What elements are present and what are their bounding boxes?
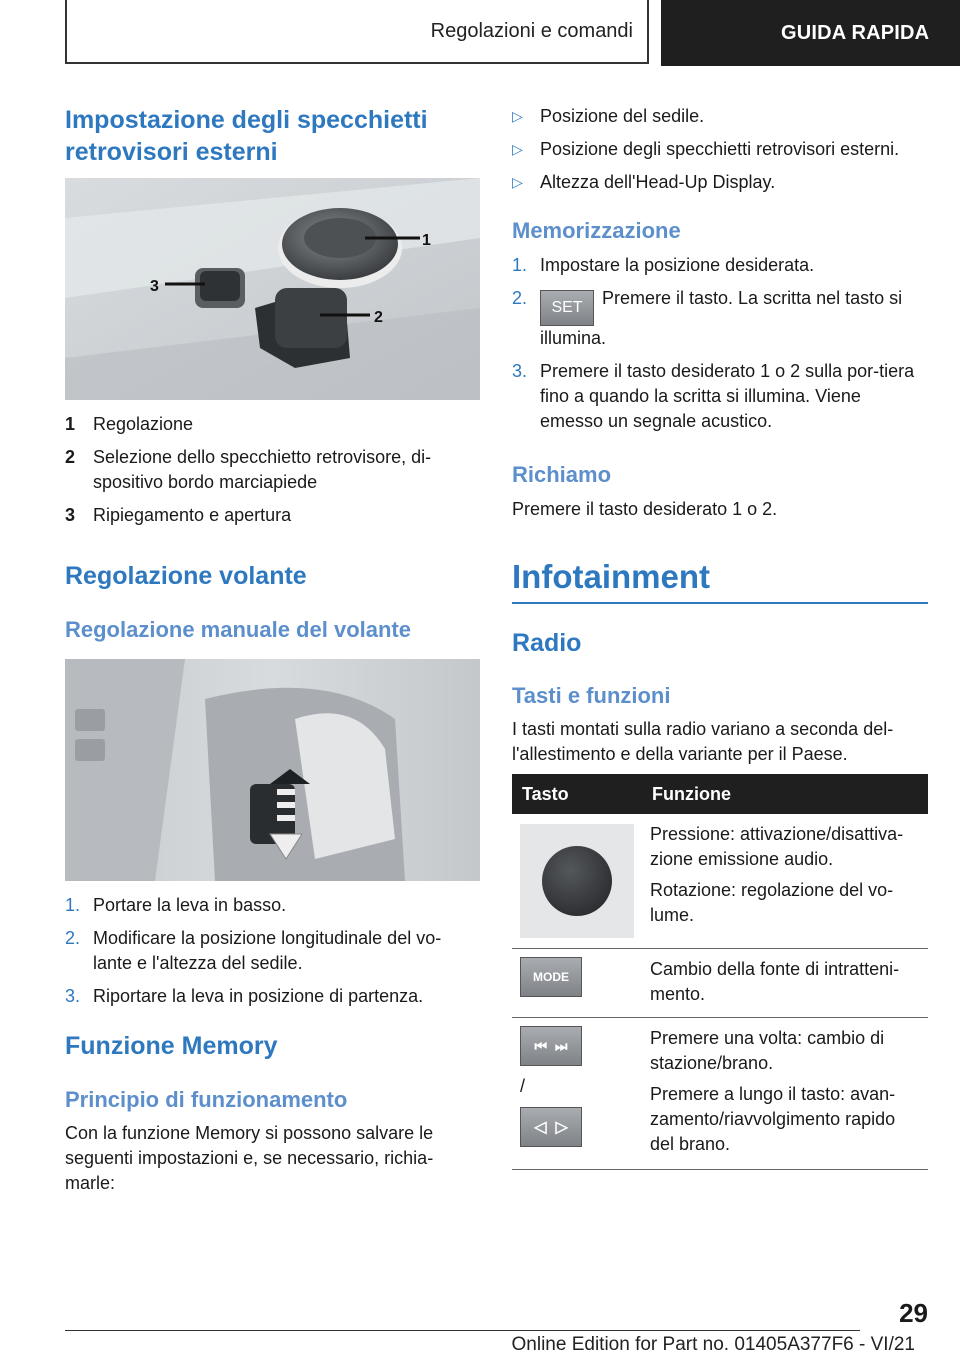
triangle-icon: ▷: [512, 174, 523, 190]
recall-text: Premere il tasto desiderato 1 o 2.: [512, 499, 778, 519]
key-cell: ⏮ ⏭ / ◁ ▷: [512, 1018, 642, 1170]
list-item: 1. Portare la leva in basso.: [65, 895, 287, 915]
memory-title: Funzione Memory: [65, 1032, 278, 1060]
guide-tab-label: GUIDA RAPIDA: [781, 21, 930, 44]
memory-subtitle: Principio di funzionamento: [65, 1087, 348, 1112]
list-item: 1. Impostare la posizione desiderata.: [512, 255, 815, 275]
infotainment-title: Infotainment: [512, 558, 710, 595]
mirror-title: Impostazione degli specchietti retrovisori esterni: [65, 106, 428, 166]
table-row: [512, 949, 928, 1018]
memory-text: Con la funzione Memory si possono salvare le seguenti impostazioni e, se necessario, richia-marle:: [65, 1123, 434, 1193]
section-header: [65, 0, 649, 64]
list-item: 3. Riportare la leva in posizione di partenza.: [65, 986, 424, 1006]
svg-text:2: 2: [374, 309, 383, 326]
section-title: Regolazioni e comandi: [430, 19, 633, 42]
memorize-steps: [512, 253, 928, 434]
column-header: Tasto: [512, 774, 642, 814]
mode-button-icon: MODE: [520, 957, 582, 997]
list-item: ▷ Posizione del sedile.: [512, 104, 928, 129]
list-item: 2. Modificare la posizione longitudinale del vo-lante e l'altezza del sedile.: [65, 928, 442, 973]
legend-item: 1 Regolazione: [65, 414, 194, 434]
table-header-row: [512, 774, 928, 814]
key-cell: [512, 949, 642, 1018]
section-divider: [512, 602, 928, 604]
mirror-legend: [65, 412, 465, 528]
list-item: ▷ Altezza dell'Head-Up Display.: [512, 170, 928, 195]
footer-divider: [65, 1330, 860, 1331]
volume-knob-icon: [520, 824, 634, 938]
page-number: 29: [899, 1298, 928, 1328]
table-row: [512, 814, 928, 949]
keys-title: Tasti e funzioni: [512, 683, 671, 708]
list-item: 2. SET Premere il tasto. La scritta nel tasto si illumina.: [512, 288, 903, 348]
keys-table: [512, 774, 928, 1170]
steering-subtitle: Regolazione manuale del volante: [65, 617, 411, 642]
steering-steps: [65, 893, 465, 1009]
function-cell: Premere una volta: cambio di stazione/brano. Premere a lungo il tasto: avan-zamento/riavvolgimento rapido del brano.: [642, 1018, 928, 1170]
mirror-controls-image: [65, 178, 480, 400]
radio-title: Radio: [512, 629, 582, 657]
list-item: 3. Premere il tasto desiderato 1 o 2 sulla por-tiera fino a quando la scritta si illumina. Viene emesso un segnale acustico.: [512, 360, 915, 431]
list-item: ▷ Posizione degli specchietti retrovisori esterni.: [512, 137, 928, 162]
table-row: [512, 1018, 928, 1170]
legend-item: 2 Selezione dello specchietto retrovisore, di-spositivo bordo marciapiede: [65, 447, 432, 492]
footer-edition: Online Edition for Part no. 01405A377F6 - VI/21: [511, 1334, 915, 1355]
svg-text:3: 3: [150, 278, 159, 295]
svg-text:1: 1: [422, 232, 431, 249]
column-header: Funzione: [642, 774, 928, 814]
triangle-icon: ▷: [512, 108, 523, 124]
memorize-title: Memorizzazione: [512, 218, 681, 243]
skip-buttons-icon: ⏮ ⏭: [520, 1026, 582, 1066]
function-cell: Pressione: attivazione/disattiva-zione emissione audio. Rotazione: regolazione del vo-lume.: [642, 814, 928, 949]
guide-tab: [661, 0, 960, 66]
memory-items: [512, 104, 928, 195]
steering-title: Regolazione volante: [65, 562, 307, 590]
legend-item: 3 Ripiegamento e apertura: [65, 505, 292, 525]
steering-lever-image: [65, 659, 480, 881]
arrow-buttons-icon: ◁ ▷: [520, 1107, 582, 1147]
function-cell: Cambio della fonte di intratteni-mento.: [642, 949, 928, 1018]
recall-title: Richiamo: [512, 462, 612, 487]
keys-intro: I tasti montati sulla radio variano a seconda del-l'allestimento e della variante per il Paese.: [512, 719, 894, 764]
triangle-icon: ▷: [512, 141, 523, 157]
key-cell: [512, 814, 642, 949]
set-key-icon: SET: [540, 290, 594, 326]
